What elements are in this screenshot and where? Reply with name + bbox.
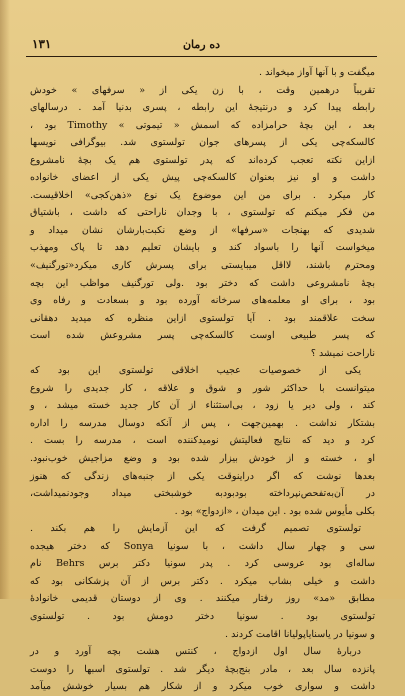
running-title: ده رمان bbox=[182, 38, 221, 51]
text-line: تولستوی بود . سونیا دختر دومش بود . تولستوی bbox=[30, 610, 375, 622]
text-line: میخواست آنها را باسواد کند و بایشان تعلیم دهد تا پاک ومهذب bbox=[30, 242, 375, 254]
text-line: بعد ، این بچهٔ حرامزاده که اسمش « تیموتی » Timothy بود ، bbox=[30, 119, 375, 131]
text-line: میتوانست با حداکثر شور و شوق و علاقه ، کار جدیدی را شروع bbox=[30, 382, 375, 394]
text-line: ناراحت نمیشد ؟ bbox=[310, 347, 375, 359]
text-line: بچهٔ نامشروعی داشت که دختر بود .ولی تورگنیف مواظب این بچه bbox=[30, 277, 375, 289]
text-line: کند ، ولی دیر یا زود ، بی‌استثناء از آن کار جدید خسته میشد ، و bbox=[30, 400, 375, 412]
text-line: کالسکه‌چی یکی از پسرهای جوان تولستوی شد. بیوگرافی نویسها bbox=[30, 137, 375, 149]
body-text bbox=[30, 64, 375, 696]
text-line: که پسر طبیعی اوست کالسکه‌چی پسر مشروعش شده است bbox=[30, 330, 375, 342]
text-line: دربارهٔ سال اول ازدواج ، کنتس هشت بچه آورد و در bbox=[30, 646, 361, 658]
text-line: سخت علاقمند بود . آیا تولستوی ازاین منظره که میدید دهقانی bbox=[30, 312, 375, 324]
text-line: مطابق «مد» روز رفتار میکنند . وی از دوستان قدیمی خانوادهٔ bbox=[30, 593, 375, 605]
text-line: بود ، برای او معلمه‌های سرخانه آورده بود و بسعادت و رفاه وی bbox=[30, 295, 375, 307]
text-line: تقریباً درهمین وقت ، با زن یکی از « سرفهای » خودش bbox=[30, 84, 375, 96]
text-line: بشتکار نداشت . بهمین‌جهت ، پس از آنکه دوسال مدرسه را اداره bbox=[30, 417, 375, 429]
text-line: پانزده سال بعد ، مادر بنج‌بچهٔ دیگر شد . تولستوی اسبها را دوست bbox=[30, 663, 375, 675]
page-number: ۱۳۱ bbox=[32, 37, 52, 51]
text-line: و سونیا در یاسنایاپولیانا اقامت کردند . bbox=[225, 628, 375, 640]
text-line: یکی از خصوصیات عجیب اخلاقی تولستوی این بود که bbox=[30, 365, 361, 377]
text-line: داشت و سواری خوب میکرد و از شکار هم بسیار خوشش میآمد bbox=[30, 681, 375, 693]
text-line: من فکر میکنم که تولستوی ، با وجدان ناراحتی که داشت ، باشتیاق bbox=[30, 207, 375, 219]
page-gutter-shadow bbox=[0, 0, 10, 599]
text-line: ومحترم باشند، لااقل میبایستی برای پسرش کاری میکرد«تورگنیف» bbox=[30, 260, 375, 272]
text-line: ازاین نکته تعجب کرده‌اند که پدر تولستوی هم یک بچهٔ نامشروع bbox=[30, 154, 375, 166]
text-line: رابطه پیدا کرد و درنتیجهٔ این رابطه ، پسری بدنیا آمد . درسالهای bbox=[30, 102, 375, 114]
text-line: میگفت و با آنها آواز میخواند . bbox=[258, 67, 375, 78]
text-line: کار میکرد . برای من این موضوع یک نوع «ذهن‌کجی» اخلاقیست. bbox=[30, 189, 375, 201]
text-line: بعدها نوشت که اگر دراینوقت یکی از جنبه‌های زندگی که هنوز bbox=[30, 470, 375, 482]
text-line: شدیدی که بهنجات «سرفها» از وضع نکبت‌بارشان نشان میداد و bbox=[30, 224, 375, 236]
text-line: کرد و دید که نتایج فعالیتش نومیدکننده است ، مدرسه را بست . bbox=[30, 435, 375, 447]
text-line: سی و چهار سال داشت ، با سونیا Sonya که دختر هیجده bbox=[30, 540, 375, 552]
text-line: او ، خسته و از خودش بیزار شده بود و وضع مزاجیش خوب‌نبود. bbox=[30, 453, 375, 465]
text-line: بکلی مأیوس شده بود . این میدان ، «ازدواج» بود . bbox=[174, 505, 375, 517]
text-line: ساله‌ای بود عروسی کرد . پدر سونیا دکتر برس Behrs نام bbox=[30, 558, 375, 570]
text-line: در آن‌به‌تفحص‌نپرداخته بود‌بودبه خوشبختی میداد وجودنمیداشت، bbox=[30, 488, 375, 500]
text-line: داشت و خیلی بشاب میکرد . دکتر برس از آن پزشکانی بود که bbox=[30, 575, 375, 587]
text-line: تولستوی تصمیم گرفت که این آزمایش را هم بکند . bbox=[30, 523, 361, 535]
text-line: داشت و او نیز بعنوان کالسکه‌چی پیش یکی از اعضای خانواده bbox=[30, 172, 375, 184]
running-header bbox=[26, 38, 377, 57]
